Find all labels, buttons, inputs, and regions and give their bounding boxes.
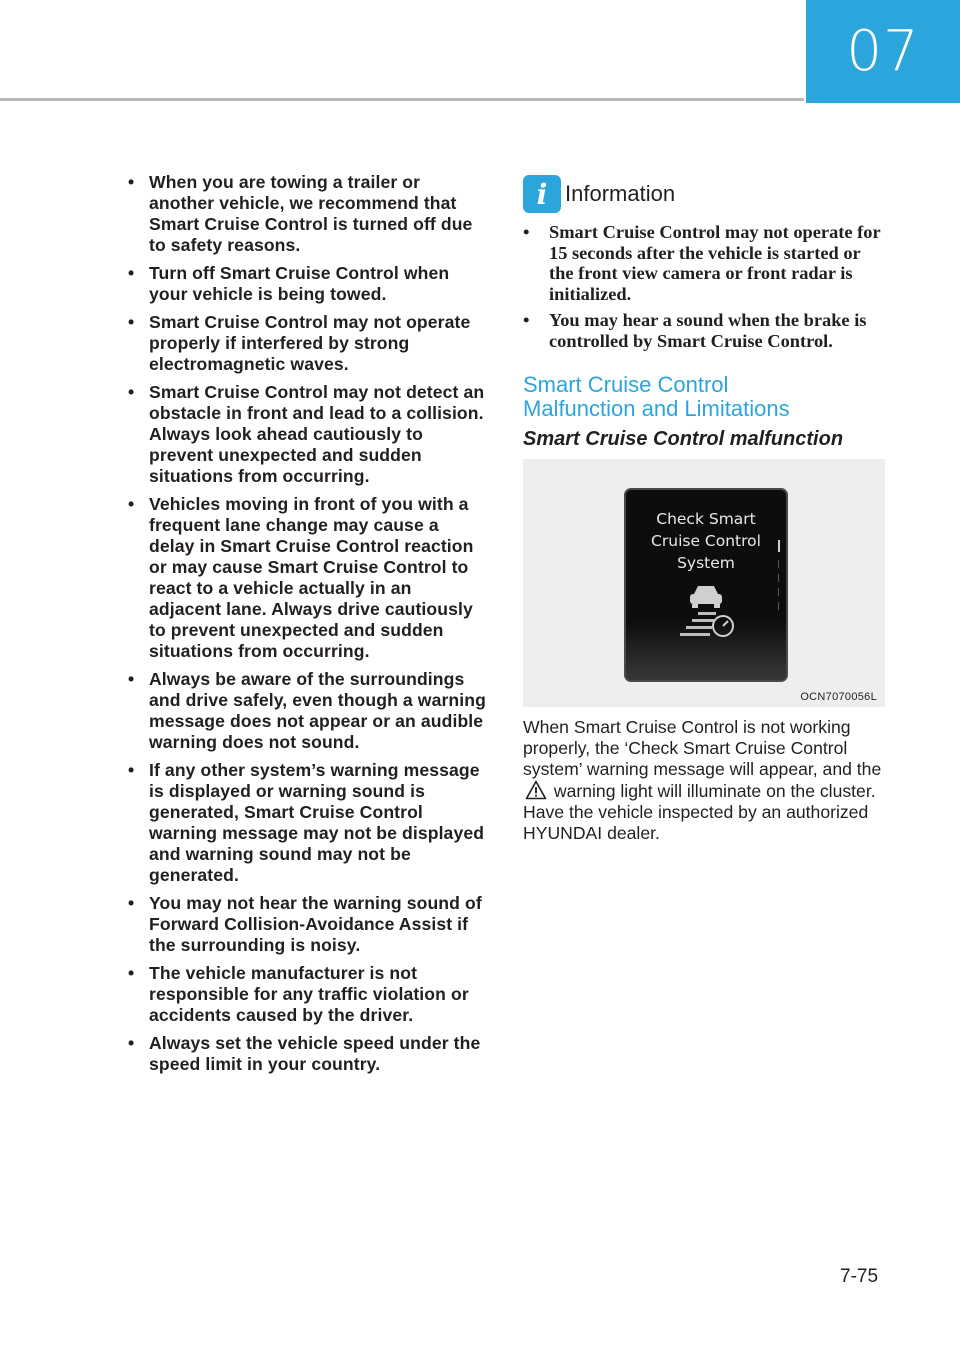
- information-text: Smart Cruise Control may not operate for 15 seconds after the vehicle is started or the front view camera or front radar is initialized.: [549, 222, 881, 304]
- bullet-text: Smart Cruise Control may not detect an obstacle in front and lead to a collision. Always look ahead cautiously to prevent unexpected and sudden situations from occurring.: [149, 382, 485, 486]
- bullet-text: Always be aware of the surroundings and drive safely, even though a warning message does not appear or an audible warning does not sound.: [149, 669, 486, 752]
- bullet-text: Smart Cruise Control may not operate properly if interfered by strong electromagnetic waves.: [149, 312, 471, 374]
- message-line-3: System: [677, 554, 735, 572]
- figure-caption: OCN7070056L: [800, 691, 877, 703]
- bullet-text: The vehicle manufacturer is not responsible for any traffic violation or accidents caused by the driver.: [149, 963, 469, 1025]
- information-list: [523, 222, 888, 351]
- information-title: Information: [565, 181, 676, 206]
- section-title: [523, 373, 888, 421]
- description-part-2: warning light will illuminate on the cluster. Have the vehicle inspected by an authorized HYUNDAI dealer.: [523, 781, 876, 843]
- message-line-2: Cruise Control: [651, 532, 761, 550]
- smart-cruise-control-icon: [676, 582, 736, 642]
- cluster-warning-message: [626, 508, 786, 574]
- information-item: • Smart Cruise Control may not operate for 15 seconds after the vehicle is started or the front view camera or front radar is initialized.: [523, 222, 881, 304]
- bullet-item: • The vehicle manufacturer is not responsible for any traffic violation or accidents caused by the driver.: [128, 963, 469, 1025]
- left-column: [128, 172, 488, 1082]
- bullet-item: • Vehicles moving in front of you with a frequent lane change may cause a delay in Smart Cruise Control reaction or may cause Smart Cruise Control to react to a vehicle actually in an adjacent lane. Always drive cautiously to prevent unexpected and sudden situations from occurring.: [128, 494, 474, 661]
- info-icon: i: [523, 175, 561, 213]
- bullet-item: • Smart Cruise Control may not operate properly if interfered by strong electromagnetic waves.: [128, 312, 471, 374]
- bullet-item: • Always set the vehicle speed under the speed limit in your country.: [128, 1033, 481, 1074]
- bullet-item: • If any other system’s warning message is displayed or warning sound is generated, Smart Cruise Control warning message may not be displayed and warning sound may not be generated.: [128, 760, 485, 885]
- caution-bullet-list: [128, 172, 488, 1075]
- bullet-item: • You may not hear the warning sound of Forward Collision-Avoidance Assist if the surrounding is noisy.: [128, 893, 482, 955]
- right-column: [523, 172, 888, 844]
- bullet-item: • Smart Cruise Control may not detect an obstacle in front and lead to a collision. Always look ahead cautiously to prevent unexpected and sudden situations from occurring.: [128, 382, 485, 486]
- bullet-text: When you are towing a trailer or another vehicle, we recommend that Smart Cruise Control is turned off due to safety reasons.: [149, 172, 473, 255]
- gauge-scale-ticks: [776, 540, 782, 620]
- header-rule: [0, 98, 804, 101]
- bullet-text: If any other system’s warning message is displayed or warning sound is generated, Smart Cruise Control warning message may not be displayed and warning sound may not be generated.: [149, 760, 485, 885]
- message-line-1: Check Smart: [656, 510, 756, 528]
- bullet-item: • When you are towing a trailer or another vehicle, we recommend that Smart Cruise Control is turned off due to safety reasons.: [128, 172, 473, 255]
- bullet-text: Vehicles moving in front of you with a frequent lane change may cause a delay in Smart Cruise Control reaction or may cause Smart Cruise Control to react to a vehicle actually in an adjacent lane. Always drive cautiously to prevent unexpected and sudden situations from occurring.: [149, 494, 474, 661]
- bullet-text: Always set the vehicle speed under the speed limit in your country.: [149, 1033, 481, 1074]
- section-title-line-2: Malfunction and Limitations: [523, 396, 790, 421]
- warning-triangle-icon: [525, 780, 547, 800]
- section-subtitle: Smart Cruise Control malfunction: [523, 428, 844, 450]
- bullet-text: Turn off Smart Cruise Control when your vehicle is being towed.: [149, 263, 450, 304]
- bullet-item: • Always be aware of the surroundings and drive safely, even though a warning message does not appear or an audible warning does not sound.: [128, 669, 486, 752]
- cluster-display: [624, 488, 788, 682]
- information-item: • You may hear a sound when the brake is controlled by Smart Cruise Control.: [523, 310, 867, 351]
- page-number: 7-75: [840, 1266, 879, 1287]
- malfunction-description: [523, 717, 888, 844]
- description-part-1: When Smart Cruise Control is not working properly, the ‘Check Smart Cruise Control system’ warning message will appear, and the: [523, 717, 882, 779]
- bullet-text: You may not hear the warning sound of Forward Collision-Avoidance Assist if the surrounding is noisy.: [149, 893, 482, 955]
- cluster-figure: [523, 459, 885, 707]
- chapter-tab: 07: [806, 0, 960, 103]
- information-text: You may hear a sound when the brake is controlled by Smart Cruise Control.: [549, 310, 867, 351]
- bullet-item: • Turn off Smart Cruise Control when your vehicle is being towed.: [128, 263, 450, 304]
- section-title-line-1: Smart Cruise Control: [523, 372, 729, 397]
- information-header: [523, 172, 888, 216]
